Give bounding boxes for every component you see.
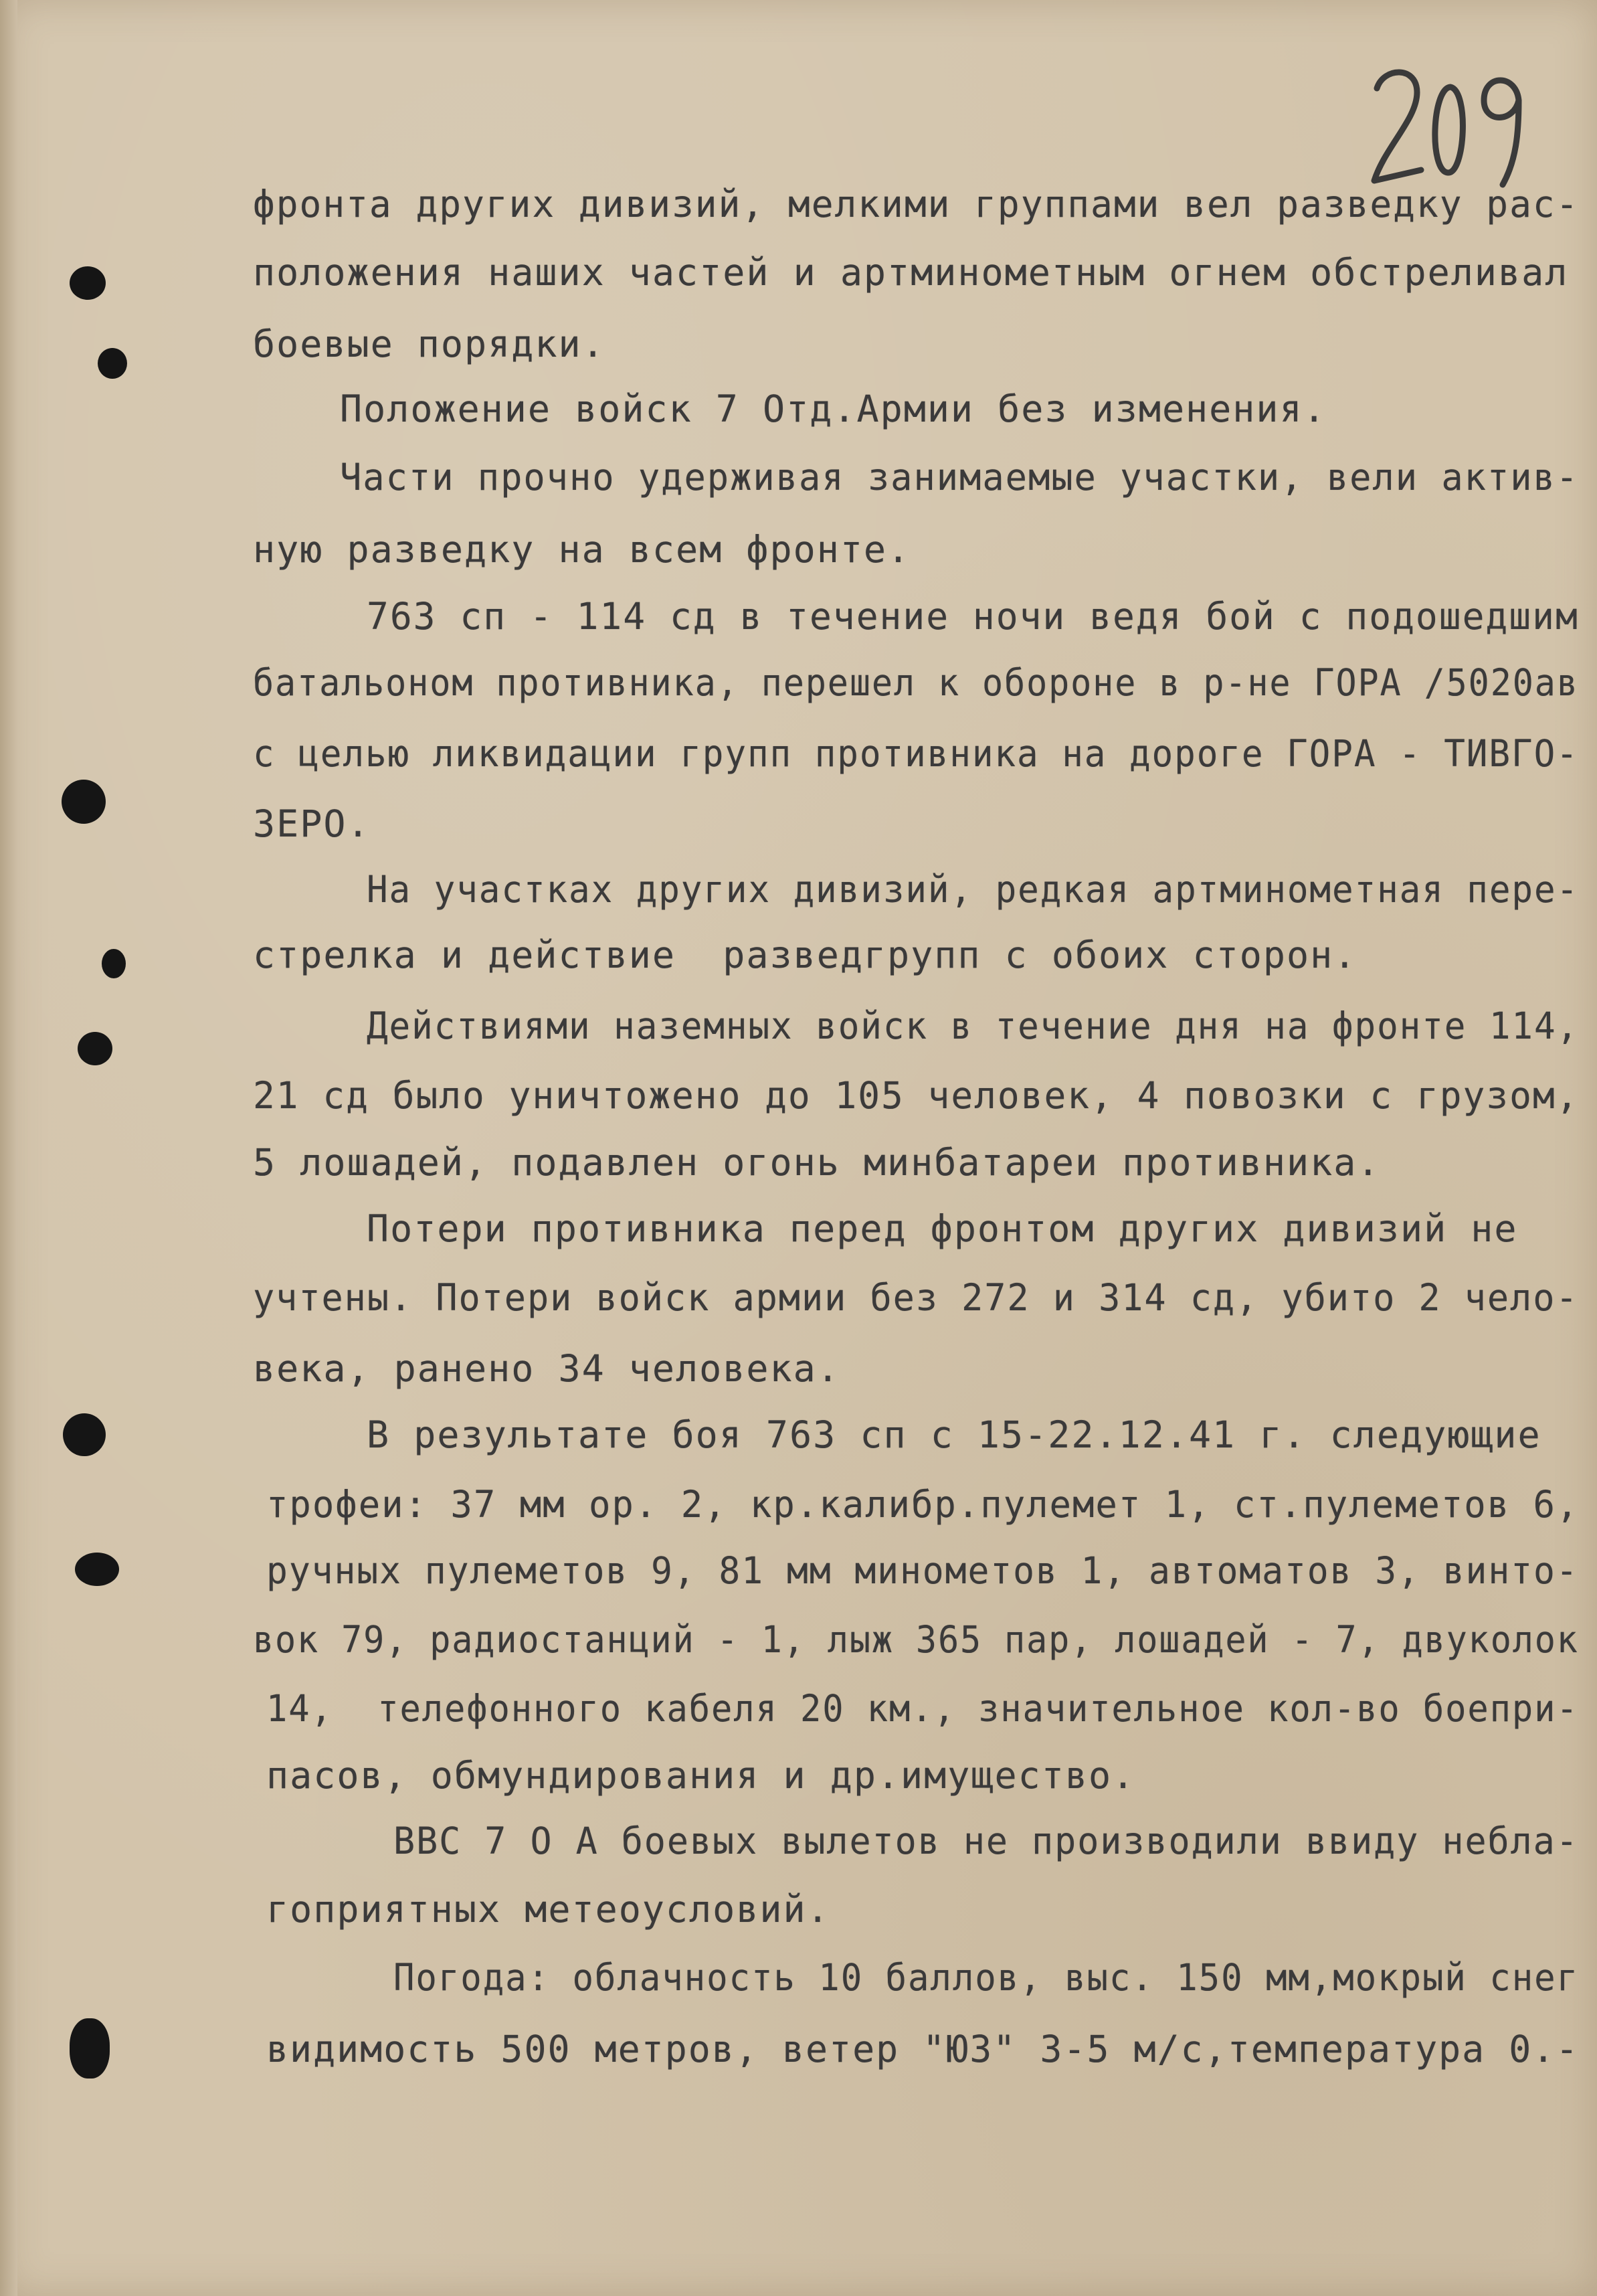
text-line: учтены. Потери войск армии без 272 и 314 сд, убито 2 чело- bbox=[253, 1276, 1579, 1319]
text-line: пасов, обмундирования и др.имущество. bbox=[266, 1754, 1136, 1797]
text-line: гоприятных метеоусловий. bbox=[266, 1888, 830, 1931]
text-line: положения наших частей и артминометным огнем обстреливал bbox=[253, 251, 1569, 294]
text-line: 21 сд было уничтожено до 105 человек, 4 повозки с грузом, bbox=[253, 1074, 1580, 1117]
text-line: видимость 500 метров, ветер "ЮЗ" 3-5 м/с,температура 0.- bbox=[266, 2028, 1580, 2070]
text-line: боевые порядки. bbox=[253, 323, 605, 365]
text-line: вок 79, радиостанций - 1, лыж 365 пар, лошадей - 7, двуколок bbox=[253, 1618, 1579, 1661]
text-line: 763 сп - 114 сд в течение ночи ведя бой с подошедшим bbox=[367, 595, 1579, 638]
text-line: 14, телефонного кабеля 20 км., значительное кол-во боепри- bbox=[266, 1687, 1579, 1730]
text-line: На участках других дивизий, редкая артминометная пере- bbox=[367, 868, 1580, 911]
text-line: батальоном противника, перешел к обороне в р-не ГОРА /5020ав bbox=[253, 661, 1579, 704]
text-line: ручных пулеметов 9, 81 мм минометов 1, автоматов 3, винто- bbox=[266, 1549, 1579, 1592]
text-line: 5 лошадей, подавлен огонь минбатареи противника. bbox=[253, 1141, 1381, 1184]
text-line: трофеи: 37 мм ор. 2, кр.калибр.пулемет 1, ст.пулеметов 6, bbox=[266, 1483, 1580, 1526]
text-line: ЗЕРО. bbox=[253, 802, 371, 845]
text-line: Положение войск 7 Отд.Армии без изменения. bbox=[340, 387, 1327, 430]
text-line: Действиями наземных войск в течение дня на фронте 114, bbox=[367, 1004, 1580, 1047]
text-line: ВВС 7 О А боевых вылетов не производили ввиду небла- bbox=[393, 1820, 1579, 1862]
text-line: века, ранено 34 человека. bbox=[253, 1347, 840, 1390]
text-line: с целью ликвидации групп противника на дороге ГОРА - ТИВГО- bbox=[253, 732, 1579, 775]
text-line: Погода: облачность 10 баллов, выс. 150 мм,мокрый снег bbox=[393, 1956, 1580, 1999]
text-line: В результате боя 763 сп с 15-22.12.41 г. следующие bbox=[367, 1413, 1541, 1456]
text-line: Потери противника перед фронтом других дивизий не bbox=[367, 1207, 1518, 1250]
text-line: фронта других дивизий, мелкими группами вел разведку рас- bbox=[253, 183, 1580, 226]
text-line: Части прочно удерживая занимаемые участки, вели актив- bbox=[340, 456, 1580, 499]
text-line: стрелка и действие разведгрупп с обоих сторон. bbox=[253, 934, 1357, 976]
text-line: ную разведку на всем фронте. bbox=[253, 528, 911, 571]
